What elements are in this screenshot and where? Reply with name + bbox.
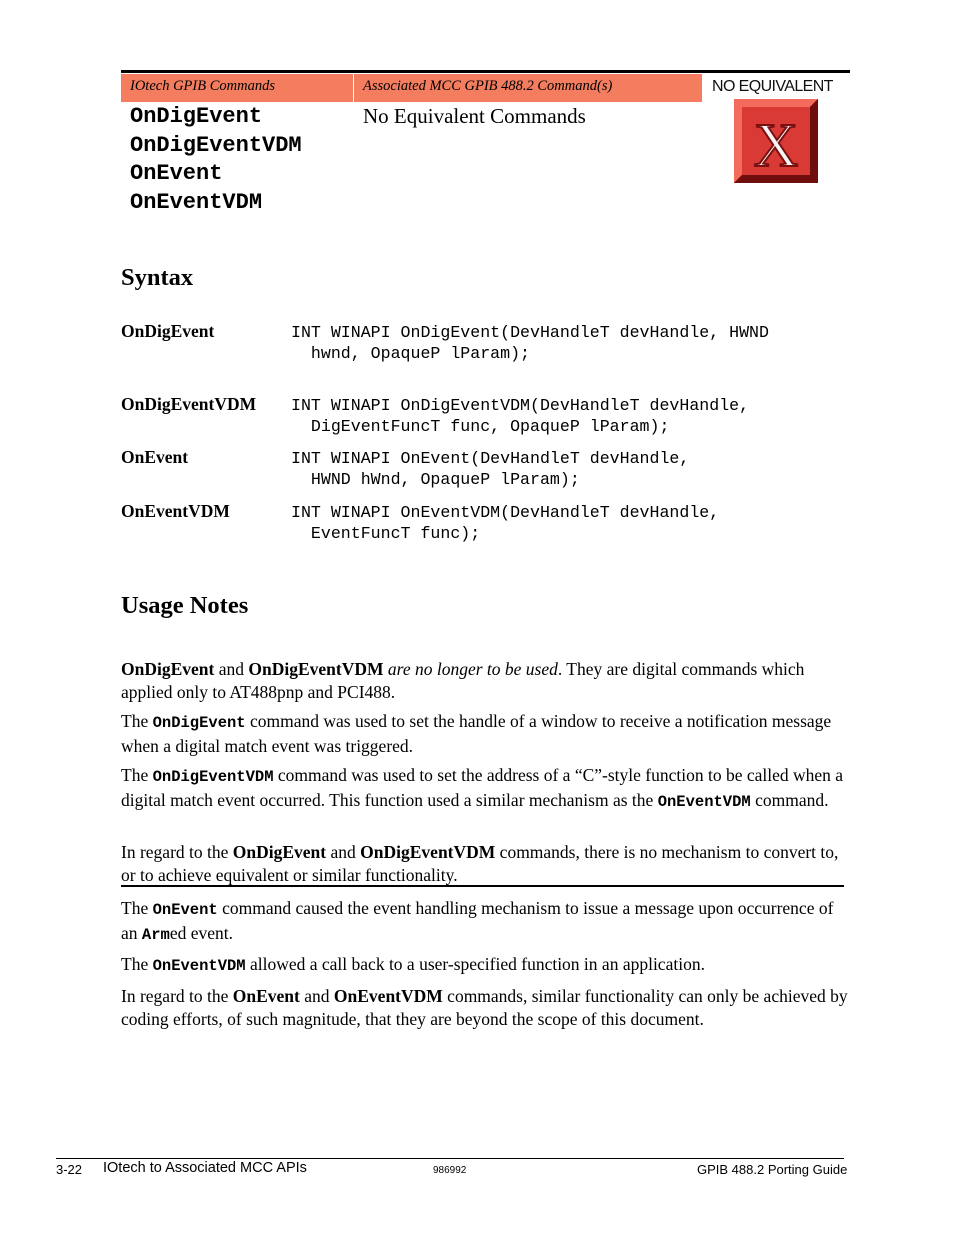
usage-paragraph: In regard to the OnDigEvent and OnDigEventVDM commands, there is no mechanism to convert to, or to achieve equivalent or similar functionality. <box>121 842 839 885</box>
command-name: OnDigEvent <box>130 104 263 129</box>
no-equivalent-label: NO EQUIVALENT <box>712 78 833 95</box>
usage-paragraph: The OnEvent command caused the event handling mechanism to issue a message upon occurrence of an Armed event. <box>121 898 834 944</box>
usage-paragraph: The OnDigEvent command was used to set the handle of a window to receive a notification message when a digital match event was triggered. <box>121 711 832 756</box>
footer-doc-number: 986992 <box>433 1165 467 1176</box>
usage-paragraph: OnDigEvent and OnDigEventVDM are no longer to be used. They are digital commands which applied only to AT488pnp and PCI488. <box>121 659 805 702</box>
syntax-label: OnEventVDM <box>121 501 230 521</box>
syntax-heading: Syntax <box>121 264 194 291</box>
usage-paragraph: The OnDigEventVDM command was used to set the address of a “C”-style function to be called when a digital match event occurred. This function used a similar mechanism as the OnEventVDM command. <box>121 765 844 811</box>
syntax-code: INT WINAPI OnDigEventVDM(DevHandleT devHandle, DigEventFuncT func, OpaqueP lParam); <box>291 396 750 436</box>
footer-guide-title: GPIB 488.2 Porting Guide <box>697 1162 848 1177</box>
footer-chapter: IOtech to Associated MCC APIs <box>103 1160 307 1176</box>
syntax-code: INT WINAPI OnEvent(DevHandleT devHandle, HWND hWnd, OpaqueP lParam); <box>291 449 690 489</box>
syntax-label: OnEvent <box>121 447 189 467</box>
mcc-commands-heading: Associated MCC GPIB 488.2 Command(s) <box>354 74 702 102</box>
no-equivalent-x-icon <box>734 99 818 183</box>
section-divider <box>121 885 844 887</box>
page-number: 3-22 <box>56 1162 83 1177</box>
iotech-command-list <box>130 103 302 217</box>
syntax-label: OnDigEventVDM <box>121 394 257 414</box>
usage-paragraph: In regard to the OnEvent and OnEventVDM commands, similar functionality can only be achieved by coding efforts, of such magnitude, that they are beyond the scope of this document. <box>121 986 848 1029</box>
footer-rule <box>56 1158 844 1159</box>
header-top-rule <box>121 70 850 73</box>
command-name: OnEventVDM <box>130 189 263 215</box>
usage-notes-heading: Usage Notes <box>121 592 249 619</box>
iotech-commands-heading: IOtech GPIB Commands <box>121 74 353 102</box>
command-name: OnEvent <box>130 161 223 186</box>
svg-text:X: X <box>753 112 799 180</box>
syntax-code: INT WINAPI OnEventVDM(DevHandleT devHandle, EventFuncT func); <box>291 503 720 543</box>
command-name: OnDigEventVDM <box>130 132 302 158</box>
usage-paragraph: The OnEventVDM allowed a call back to a user-specified function in an application. <box>121 954 705 975</box>
syntax-code: INT WINAPI OnDigEvent(DevHandleT devHandle, HWND hwnd, OpaqueP lParam); <box>291 323 769 363</box>
syntax-label: OnDigEvent <box>121 321 215 341</box>
mcc-equivalent-text: No Equivalent Commands <box>363 104 586 128</box>
